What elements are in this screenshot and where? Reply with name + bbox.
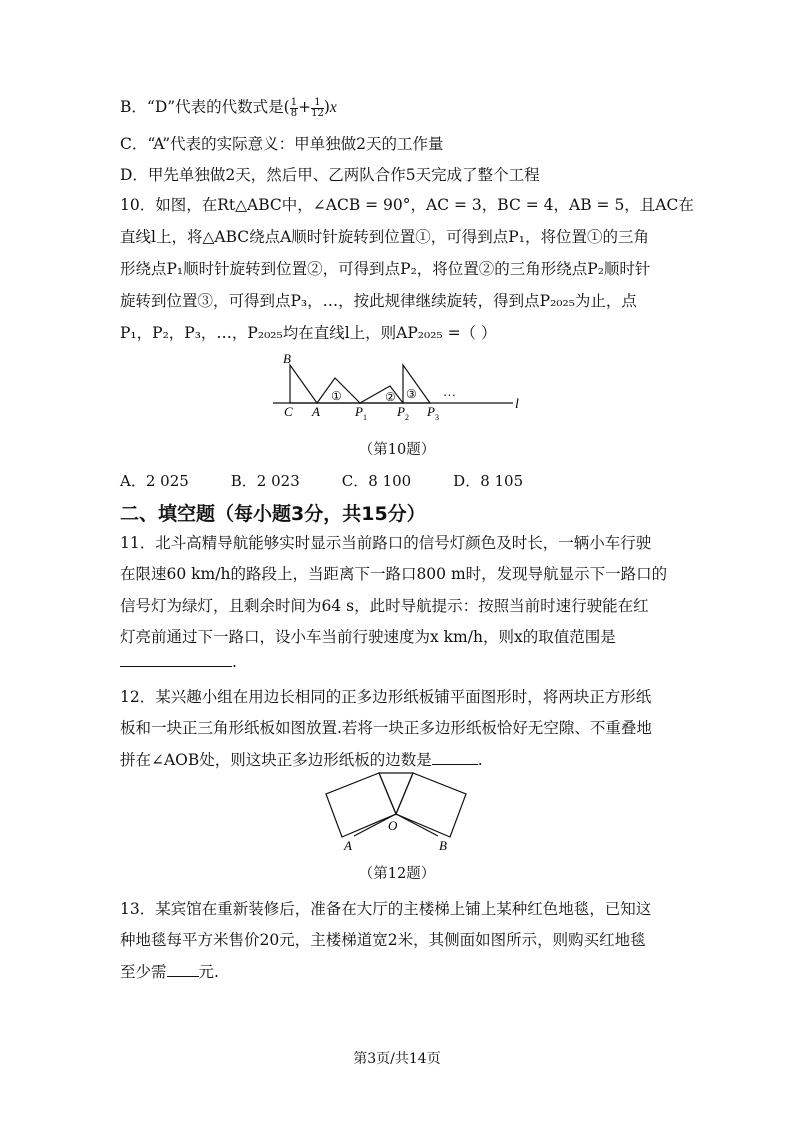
q13-answer-blank[interactable]	[167, 960, 199, 977]
q10-choices	[120, 470, 565, 491]
label-p1: P	[355, 404, 363, 419]
frac-den: 8	[290, 107, 298, 119]
label-p3: P	[427, 404, 435, 419]
label-p2: P	[397, 404, 405, 419]
circle-1: ①	[331, 389, 342, 403]
q12-line-1: 12．某兴趣小组在用边长相同的正多边形纸板铺平面图形时，将两块正方形纸	[120, 688, 652, 706]
circle-2: ②	[385, 390, 396, 404]
label-o: O	[388, 818, 398, 833]
frac-den: 12	[311, 107, 324, 119]
label-p1-sub: 1	[363, 413, 367, 422]
label-c: C	[284, 404, 293, 419]
label-a: A	[312, 404, 320, 419]
q11-line-3: 信号灯为绿灯，且剩余时间为64 s，此时导航提示：按照当前时速行驶能在红	[120, 597, 649, 615]
triangle-position-2	[360, 386, 403, 403]
q12-line-3-text: 拼在∠AOB处，则这块正多边形纸板的边数是	[120, 751, 432, 769]
label-l: l	[515, 397, 519, 412]
q13-line-1: 13．某宾馆在重新装修后，准备在大厅的主楼梯上铺上某种红色地毯，已知这	[120, 900, 652, 918]
equilateral-triangle	[379, 773, 413, 814]
label-b: B	[283, 351, 291, 366]
square-right	[396, 773, 466, 837]
q10-line-3: 形绕点P₁顺时针旋转到位置②，可得到点P₂，将位置②的三角形绕点P₂顺时针	[120, 260, 651, 278]
fraction-1-12	[311, 98, 324, 119]
circle-3: ③	[406, 387, 417, 401]
q11-line-4: 灯亮前通过下一路口，设小车当前行驶速度为x km/h，则x的取值范围是	[120, 628, 616, 646]
q11-answer-line	[120, 650, 237, 673]
frac-num: 1	[290, 96, 298, 108]
choice-d[interactable]: D．8 105	[453, 472, 524, 490]
q11-period: .	[232, 653, 237, 671]
variable-x: x	[329, 99, 337, 116]
option-d: D．甲先单独做2天，然后甲、乙两队合作5天完成了整个工程	[120, 166, 540, 184]
plus-sign: +	[298, 98, 312, 116]
option-b: B．“D”代表的代数式是( $\frac{1}{8}$ + $\frac{1}{12}$ )x	[120, 96, 337, 119]
square-left	[326, 773, 396, 837]
label-p3-sub: 3	[435, 413, 439, 422]
ellipsis: …	[443, 384, 456, 399]
q13-line-3-text: 至少需	[120, 963, 167, 981]
label-a: A	[344, 838, 352, 853]
label-b: B	[439, 838, 447, 853]
q11-line-1: 11．北斗高精导航能够实时显示当前路口的信号灯颜色及时长，一辆小车行驶	[120, 534, 652, 552]
triangle-abc	[290, 365, 317, 403]
q12-line-3	[120, 748, 483, 771]
q12-answer-blank[interactable]	[432, 748, 478, 765]
frac-num: 1	[311, 98, 324, 109]
fraction-1-8	[290, 98, 298, 119]
choice-a[interactable]: A．2 025	[120, 472, 189, 490]
q10-rotation-figure	[265, 350, 535, 430]
q13-line-3	[120, 960, 219, 983]
choice-b[interactable]: B．2 023	[230, 472, 300, 490]
page-footer: 第3页/共14页	[353, 1051, 441, 1067]
q12-period: .	[477, 751, 483, 769]
q10-caption: （第10题）	[358, 442, 436, 458]
q10-line-4: 旋转到位置③，可得到点P₃，…，按此规律继续旋转，得到点P₂₀₂₅为止，点	[120, 292, 637, 310]
label-p2-sub: 2	[405, 413, 409, 422]
q10-line-2: 直线l上，将△ABC绕点A顺时针旋转到位置①，可得到点P₁，将位置①的三角	[120, 228, 649, 246]
q11-answer-blank[interactable]	[120, 650, 232, 667]
q12-caption: （第12题）	[358, 866, 436, 882]
option-b-label: B．	[120, 98, 147, 116]
ray-ob	[396, 814, 438, 836]
q10-line-5: P₁，P₂，P₃，…，P₂₀₂₅均在直线l上，则AP₂₀₂₅ =（ ）	[120, 324, 497, 342]
q11-line-2: 在限速60 km/h的路段上，当距离下一路口800 m时，发现导航显示下一路口的	[120, 565, 668, 583]
section-2-title: 二、填空题（每小题3分，共15分）	[120, 503, 426, 525]
option-b-text: “D”代表的代数式是	[146, 98, 284, 116]
q13-line-2: 种地毯每平方米售价20元，主楼梯道宽2米，其侧面如图所示，则购买红地毯	[120, 931, 646, 949]
q10-line-1: 10．如图，在Rt△ABC中，∠ACB = 90°，AC = 3，BC = 4，AB = 5，且AC在	[120, 196, 694, 214]
option-c: C．“A”代表的实际意义：甲单独做2天的工作量	[120, 135, 444, 153]
choice-c[interactable]: C．8 100	[341, 472, 412, 490]
q13-unit: 元.	[198, 963, 219, 981]
q12-line-2: 板和一块正三角形纸板如图放置.若将一块正多边形纸板恰好无空隙、不重叠地	[120, 719, 652, 737]
q12-polygon-figure	[310, 770, 480, 860]
